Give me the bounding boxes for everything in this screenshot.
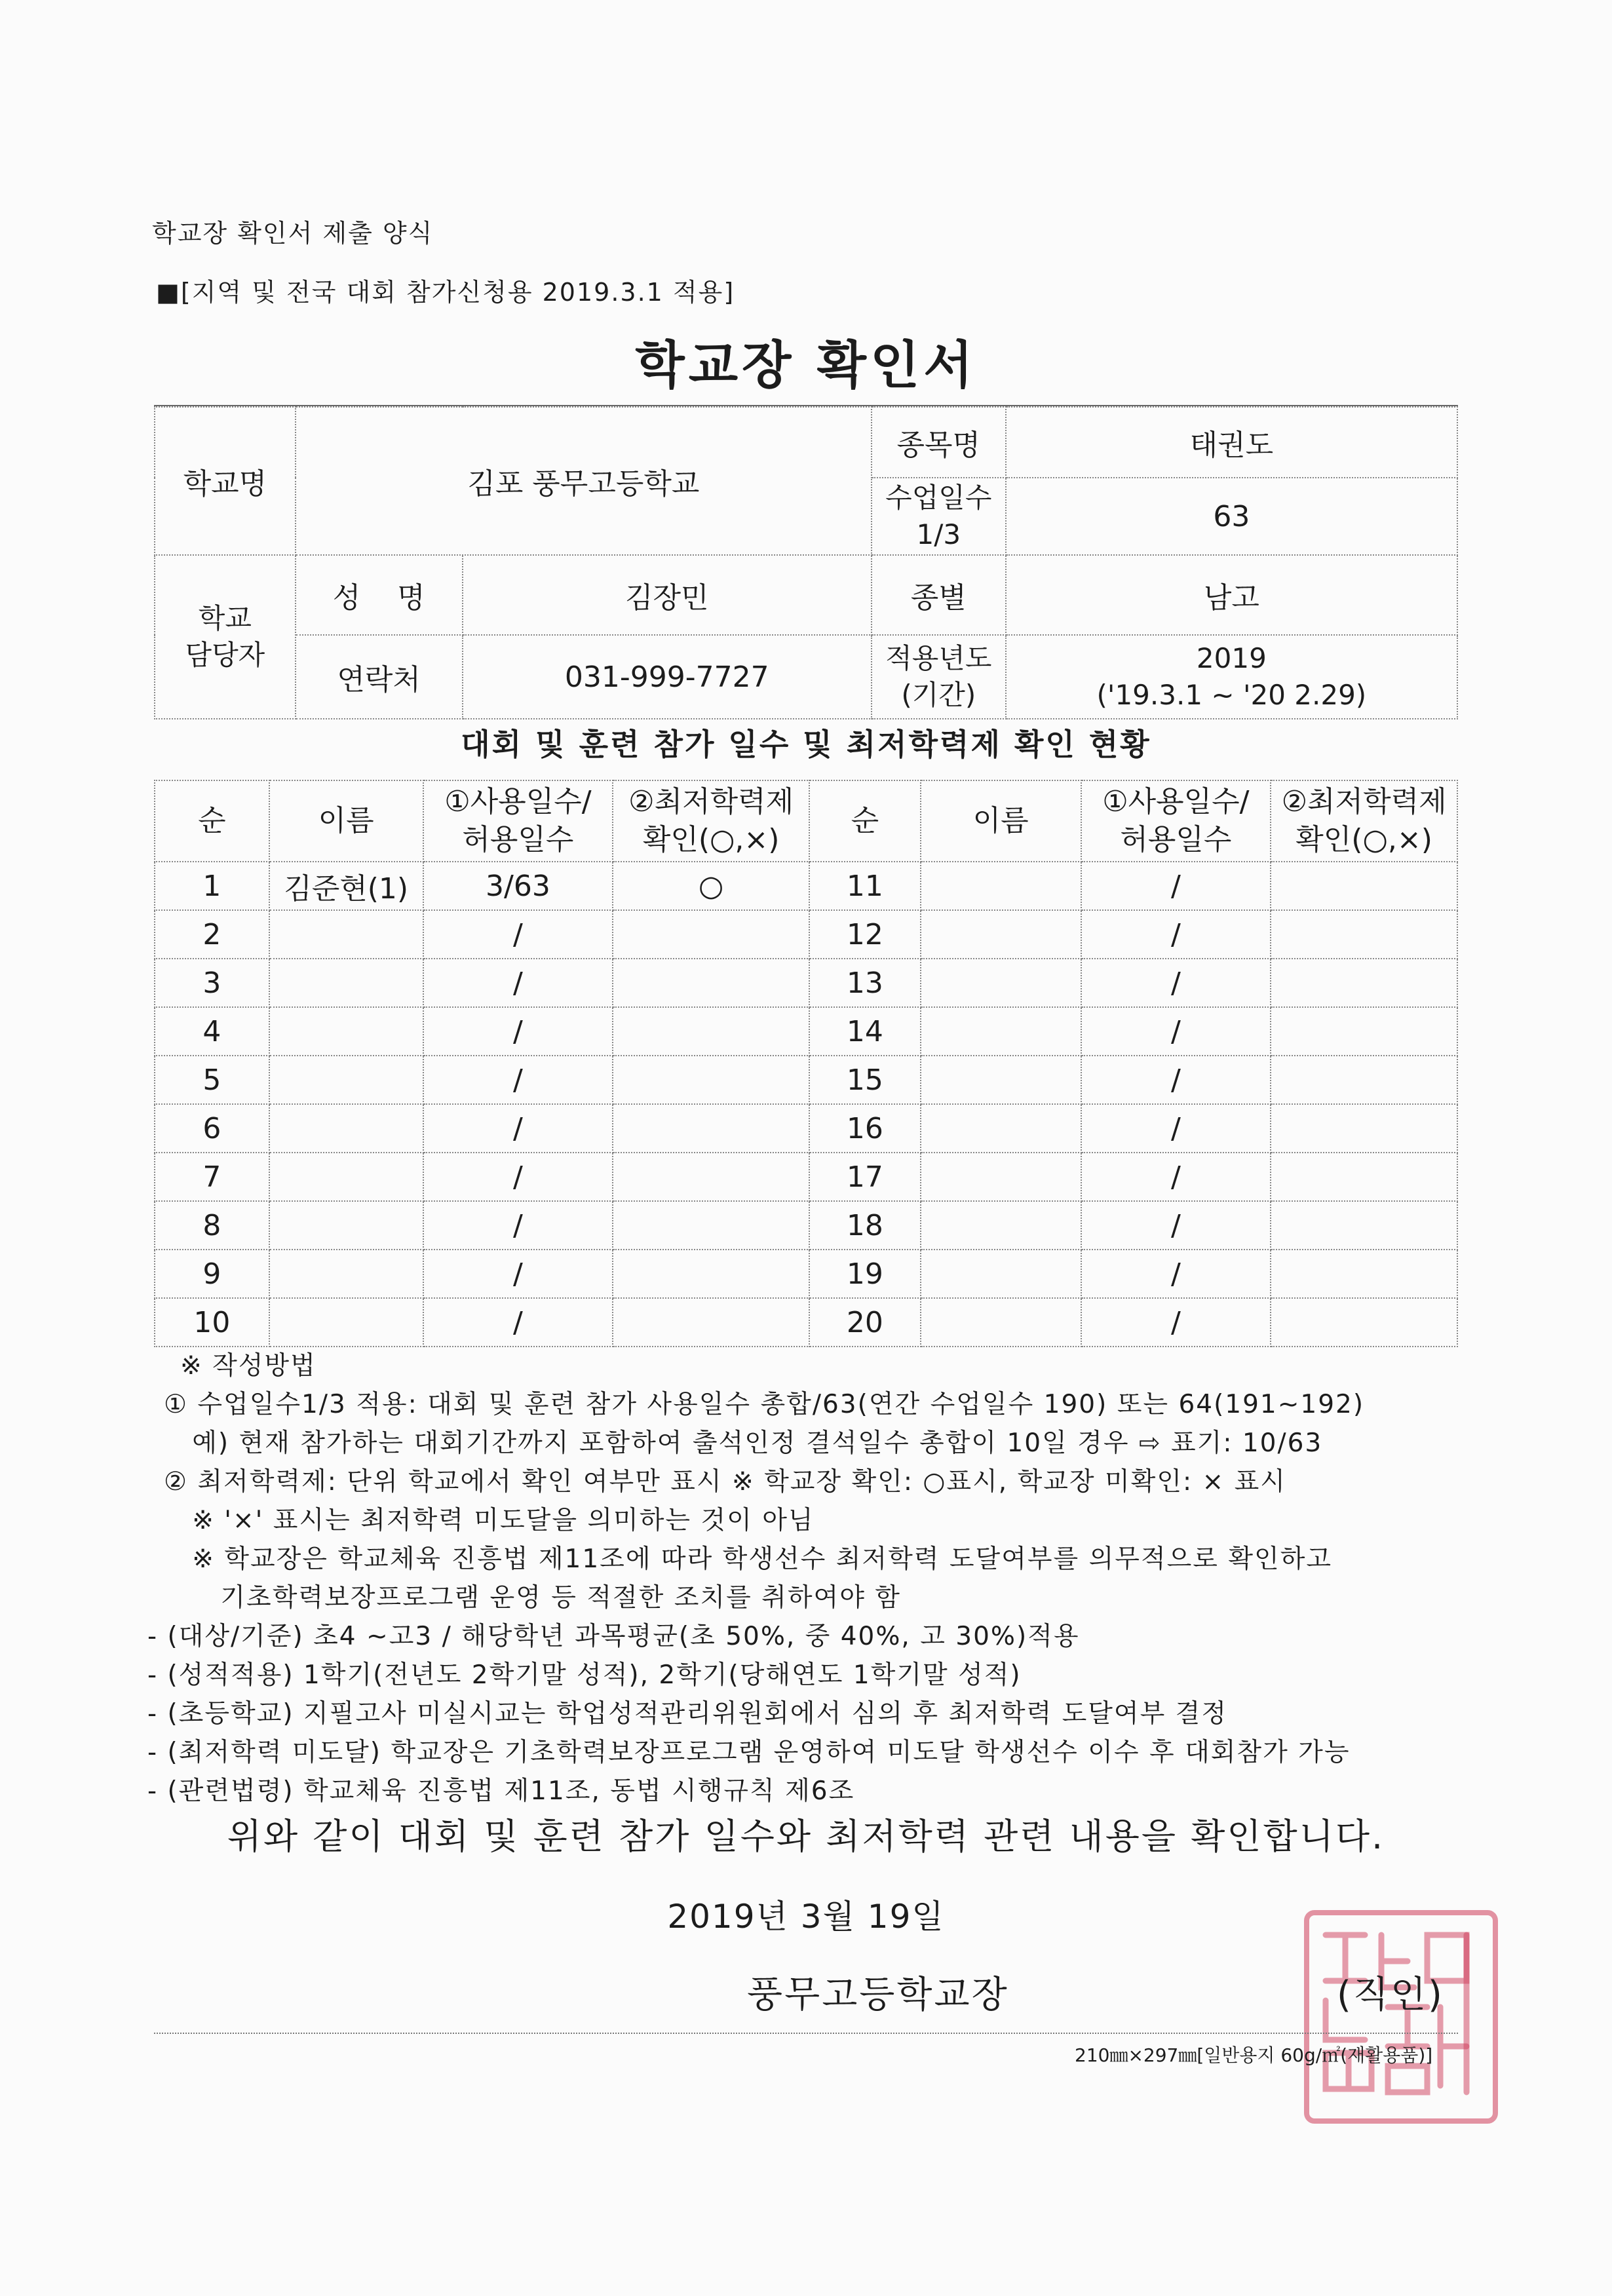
row-name [269, 1056, 423, 1104]
table-row [155, 1056, 1457, 1104]
usage-note: ■[지역 및 전국 대회 참가신청용 2019.3.1 적용] [156, 278, 735, 307]
row-check-2 [1271, 959, 1457, 1007]
row-days-2: / [1081, 1153, 1271, 1201]
note-line: ① 수업일수1/3 적용: 대회 및 훈련 참가 사용일수 총합/63(연간 수업일수 190) 또는 64(191~192) [164, 1390, 1365, 1419]
row-days: / [423, 959, 613, 1007]
note-heading: ※ 작성방법 [180, 1351, 317, 1381]
note-line: 기초학력보장프로그램 운영 등 적절한 조치를 취하여야 함 [164, 1583, 901, 1613]
col-days-header [423, 780, 613, 862]
row-name-2 [921, 1104, 1081, 1153]
roster-title: 대회 및 훈련 참가 일수 및 최저학력제 확인 현황 [461, 727, 1151, 762]
row-no: 9 [155, 1250, 269, 1298]
note-line: - (대상/기준) 초4 ~고3 / 해당학년 과목평균(초 50%, 중 40%, 고 30%)적용 [147, 1622, 1080, 1651]
row-name-2 [921, 959, 1081, 1007]
row-check [613, 1007, 809, 1056]
bottom-rule [154, 2033, 1458, 2034]
row-check [613, 1153, 809, 1201]
row-name [269, 1298, 423, 1347]
row-check-2 [1271, 1153, 1457, 1201]
row-days-2: / [1081, 1007, 1271, 1056]
row-days: / [423, 1298, 613, 1347]
row-name-2 [921, 1007, 1081, 1056]
year-value-period: ('19.3.1 ~ '20 2.29) [1096, 679, 1367, 711]
row-name [269, 1104, 423, 1153]
row-days-2: / [1081, 862, 1271, 910]
row-name-2 [921, 1056, 1081, 1104]
col-name-header-2: 이름 [921, 780, 1081, 862]
col-check-header-2-line2: 확인(○,×) [1295, 823, 1432, 856]
confirmation-statement: 위와 같이 대회 및 훈련 참가 일수와 최저학력 관련 내용을 확인합니다. [227, 1816, 1385, 1857]
col-check-header-line1: ②최저학력제 [628, 785, 794, 818]
row-check [613, 959, 809, 1007]
row-no: 2 [155, 910, 269, 959]
col-check-header-2-line1: ②최저학력제 [1281, 785, 1447, 818]
row-name [269, 1007, 423, 1056]
category-value: 남고 [1006, 555, 1457, 635]
row-days: 3/63 [423, 862, 613, 910]
row-days: / [423, 1104, 613, 1153]
row-no: 8 [155, 1201, 269, 1250]
note-line: - (성적적용) 1학기(전년도 2학기말 성적), 2학기(당해연도 1학기말 성적) [147, 1660, 1022, 1690]
row-no: 6 [155, 1104, 269, 1153]
col-days-header-line1: ①사용일수/ [444, 785, 592, 818]
table-row [155, 862, 1457, 910]
school-info-table [154, 406, 1458, 719]
col-days-header-2-line2: 허용일수 [1120, 823, 1232, 856]
row-check-2 [1271, 1056, 1457, 1104]
col-check-header-2 [1271, 780, 1457, 862]
row-no-2: 13 [809, 959, 921, 1007]
row-check [613, 910, 809, 959]
note-line: ※ '×' 표시는 최저학력 미도달을 의미하는 것이 아님 [164, 1506, 815, 1535]
year-label-line2: (기간) [901, 679, 976, 711]
row-days-2: / [1081, 1104, 1271, 1153]
row-check-2 [1271, 1298, 1457, 1347]
row-no-2: 19 [809, 1250, 921, 1298]
note-line: - (초등학교) 지필고사 미실시교는 학업성적관리위원회에서 심의 후 최저학력 도달여부 결정 [147, 1699, 1228, 1729]
row-check-2 [1271, 1201, 1457, 1250]
row-days-2: / [1081, 1201, 1271, 1250]
col-check-header-line2: 확인(○,×) [642, 823, 780, 856]
table-row [155, 1201, 1457, 1250]
name-value: 김장민 [463, 555, 872, 635]
school-name-label: 학교명 [155, 407, 296, 555]
note-line: - (최저학력 미도달) 학교장은 기초학력보장프로그램 운영하여 미도달 학생선수 이수 후 대회참가 가능 [147, 1738, 1351, 1767]
document-title: 학교장 확인서 [635, 336, 977, 395]
note-line: 예) 현재 참가하는 대회기간까지 포함하여 출석인정 결석일수 총합이 10일 경우 ⇨ 표기: 10/63 [164, 1428, 1323, 1458]
row-no-2: 12 [809, 910, 921, 959]
table-row [155, 959, 1457, 1007]
roster-table [154, 780, 1458, 1347]
row-check [613, 1250, 809, 1298]
row-days-2: / [1081, 959, 1271, 1007]
row-name [269, 1201, 423, 1250]
row-check [613, 1104, 809, 1153]
row-check-2 [1271, 1104, 1457, 1153]
row-name: 김준현(1) [269, 862, 423, 910]
table-row [155, 1298, 1457, 1347]
contact-person-label-line1: 학교 [198, 602, 252, 634]
note-line: ② 최저학력제: 단위 학교에서 확인 여부만 표시 ※ 학교장 확인: ○표시, 학교장 미확인: × 표시 [164, 1467, 1286, 1497]
row-days: / [423, 1007, 613, 1056]
table-row [155, 1007, 1457, 1056]
row-name [269, 1153, 423, 1201]
row-name-2 [921, 1250, 1081, 1298]
row-name-2 [921, 1298, 1081, 1347]
seal-label: (직인) [1337, 1974, 1444, 2016]
sport-value: 태권도 [1006, 407, 1457, 478]
row-no: 10 [155, 1298, 269, 1347]
year-value-line1: 2019 [1196, 642, 1267, 674]
row-name-2 [921, 910, 1081, 959]
class-days-label-line2: 1/3 [916, 518, 961, 550]
row-check [613, 1201, 809, 1250]
instructions [147, 1347, 1365, 1810]
category-label: 종별 [872, 555, 1006, 635]
row-no-2: 16 [809, 1104, 921, 1153]
row-no: 1 [155, 862, 269, 910]
col-days-header-2-line1: ①사용일수/ [1102, 785, 1250, 818]
class-days-value: 63 [1006, 478, 1457, 555]
row-no-2: 14 [809, 1007, 921, 1056]
col-days-header-line2: 허용일수 [462, 823, 574, 856]
row-no-2: 11 [809, 862, 921, 910]
row-check [613, 1298, 809, 1347]
issue-date: 2019년 3월 19일 [667, 1898, 945, 1936]
sport-label: 종목명 [872, 407, 1006, 478]
row-days: / [423, 1153, 613, 1201]
row-name-2 [921, 862, 1081, 910]
row-check-2 [1271, 1250, 1457, 1298]
row-check [613, 1056, 809, 1104]
row-no-2: 18 [809, 1201, 921, 1250]
row-days: / [423, 1056, 613, 1104]
row-check-2 [1271, 1007, 1457, 1056]
row-days-2: / [1081, 1056, 1271, 1104]
year-label [872, 635, 1006, 719]
row-days: / [423, 910, 613, 959]
row-no-2: 15 [809, 1056, 921, 1104]
col-name-header: 이름 [269, 780, 423, 862]
row-check: ○ [613, 862, 809, 910]
table-row [155, 910, 1457, 959]
table-row [155, 1153, 1457, 1201]
col-no-header: 순 [155, 780, 269, 862]
name-label: 성 명 [296, 555, 463, 635]
row-no: 5 [155, 1056, 269, 1104]
contact-person-label-line2: 담당자 [185, 639, 265, 671]
paper-spec-footer: 210㎜×297㎜[일반용지 60g/㎡(재활용품)] [1075, 2044, 1433, 2066]
phone-label: 연락처 [296, 635, 463, 719]
class-days-label-line1: 수업일수 [885, 482, 992, 514]
note-line: - (관련법령) 학교체육 진흥법 제11조, 동법 시행규칙 제6조 [147, 1776, 855, 1806]
row-check-2 [1271, 910, 1457, 959]
row-no-2: 17 [809, 1153, 921, 1201]
school-name-value: 김포 풍무고등학교 [296, 407, 872, 555]
table-row [155, 1104, 1457, 1153]
row-days-2: / [1081, 910, 1271, 959]
row-name [269, 959, 423, 1007]
roster-header-row [155, 780, 1457, 862]
contact-person-label [155, 555, 296, 719]
col-check-header [613, 780, 809, 862]
table-row [155, 1250, 1457, 1298]
class-days-label [872, 478, 1006, 555]
row-no-2: 20 [809, 1298, 921, 1347]
row-no: 3 [155, 959, 269, 1007]
note-line: ※ 학교장은 학교체육 진흥법 제11조에 따라 학생선수 최저학력 도달여부를 의무적으로 확인하고 [164, 1544, 1333, 1574]
row-name-2 [921, 1201, 1081, 1250]
col-no-header-2: 순 [809, 780, 921, 862]
row-name [269, 910, 423, 959]
form-caption: 학교장 확인서 제출 양식 [152, 219, 434, 248]
row-no: 4 [155, 1007, 269, 1056]
col-days-header-2 [1081, 780, 1271, 862]
row-name-2 [921, 1153, 1081, 1201]
principal-title: 풍무고등학교장 [747, 1974, 1009, 2016]
row-days-2: / [1081, 1298, 1271, 1347]
row-days: / [423, 1201, 613, 1250]
row-days-2: / [1081, 1250, 1271, 1298]
row-name [269, 1250, 423, 1298]
row-days: / [423, 1250, 613, 1298]
year-label-line1: 적용년도 [885, 642, 992, 674]
row-no: 7 [155, 1153, 269, 1201]
year-value [1006, 635, 1457, 719]
phone-value: 031-999-7727 [463, 635, 872, 719]
row-check-2 [1271, 862, 1457, 910]
